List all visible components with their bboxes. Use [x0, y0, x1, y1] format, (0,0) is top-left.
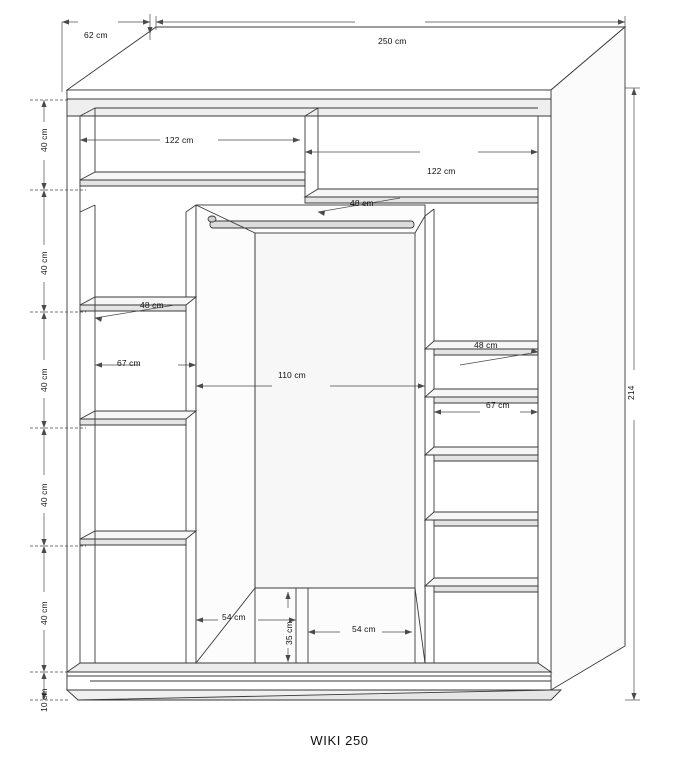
label-bottom-54-right: 54 cm [352, 624, 376, 634]
label-shelf-right-top: 122 cm [427, 166, 456, 176]
label-plinth-height: 10 cm [39, 688, 49, 712]
label-left-40-1: 40 cm [39, 128, 49, 152]
label-right-48: 48 cm [474, 340, 498, 350]
label-left-48: 48 cm [140, 300, 164, 310]
label-left-40-2: 40 cm [39, 251, 49, 275]
label-center-110: 110 cm [278, 370, 306, 380]
label-left-67: 67 cm [117, 358, 141, 368]
label-left-40-4: 40 cm [39, 483, 49, 507]
label-right-67: 67 cm [486, 400, 510, 410]
label-shelf-left-top: 122 cm [165, 135, 194, 145]
label-overall-width: 250 cm [378, 36, 407, 46]
page-title: WIKI 250 [310, 733, 369, 748]
label-upper-48: 48 cm [350, 198, 374, 208]
label-left-40-5: 40 cm [39, 601, 49, 625]
label-left-40-3: 40 cm [39, 368, 49, 392]
label-bottom-35: 35 cm [284, 621, 294, 645]
label-bottom-54-left: 54 cm [222, 612, 246, 622]
label-overall-depth: 62 cm [84, 30, 108, 40]
label-overall-height: 214 [626, 385, 636, 400]
